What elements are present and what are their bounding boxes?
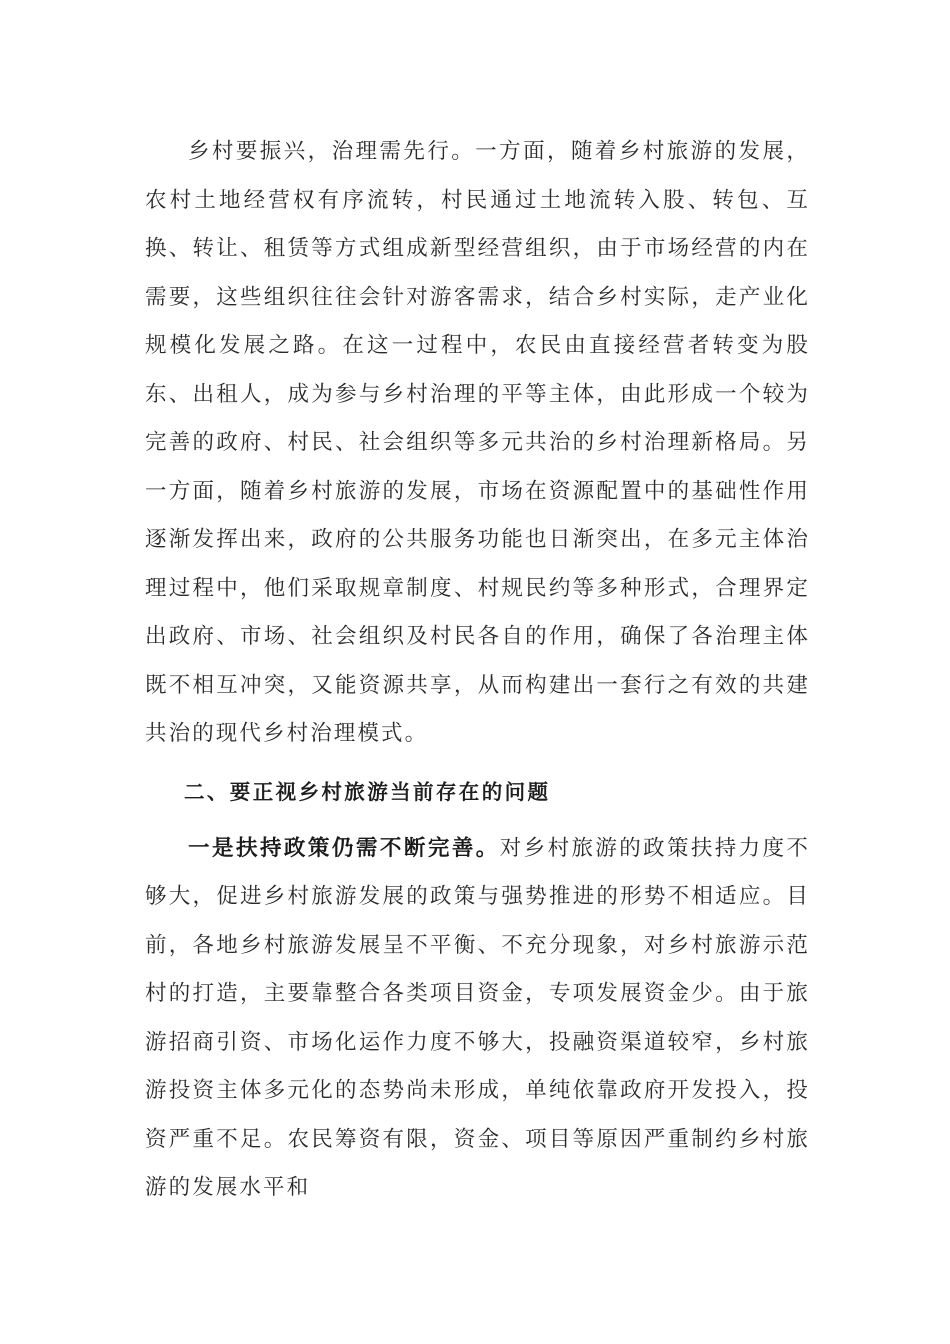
section-heading: 二、要正视乡村旅游当前存在的问题 <box>184 779 551 804</box>
body-paragraph: 乡村要振兴，治理需先行。一方面，随着乡村旅游的发展，农村土地经营权有序流转，村民通过土地流转入股、转包、互换、转让、租赁等方式组成新型经营组织，由于市场经营的内在需要，这些组织往往会针对游客需求，结合乡村实际，走产业化规模化发展之路。在这一过程中，农民由直接经营者转变为股东、出租人，成为参与乡村治理的平等主体，由此形成一个较为完善的政府、村民、社会组织等多元共治的乡村治理新格局。另一方面，随着乡村旅游的发展，市场在资源配置中的基础性作用逐渐发挥出来，政府的公共服务功能也日渐突出，在多元主体治理过程中，他们采取规章制度、村规民约等多种形式，合理界定出政府、市场、社会组织及村民各自的作用，确保了各治理主体既不相互冲突，又能资源共享，从而构建出一套行之有效的共建共治的现代乡村治理模式。 <box>145 139 810 746</box>
body-paragraph <box>145 825 810 1213</box>
paragraph-lead-text: 一是扶持政策仍需不断完善。 <box>188 835 500 861</box>
document-body <box>145 128 810 1213</box>
paragraph-body-text: 对乡村旅游的政策扶持力度不够大，促进乡村旅游发展的政策与强势推进的形势不相适应。目前，各地乡村旅游发展呈不平衡、不充分现象，对乡村旅游示范村的打造，主要靠整合各类项目资金，专项发展资金少。由于旅游招商引资、市场化运作力度不够大，投融资渠道较窄，乡村旅游投资主体多元化的态势尚未形成，单纯依靠政府开发投入，投资严重不足。农民筹资有限，资金、项目等原因严重制约乡村旅游的发展水平和 <box>145 835 810 1200</box>
